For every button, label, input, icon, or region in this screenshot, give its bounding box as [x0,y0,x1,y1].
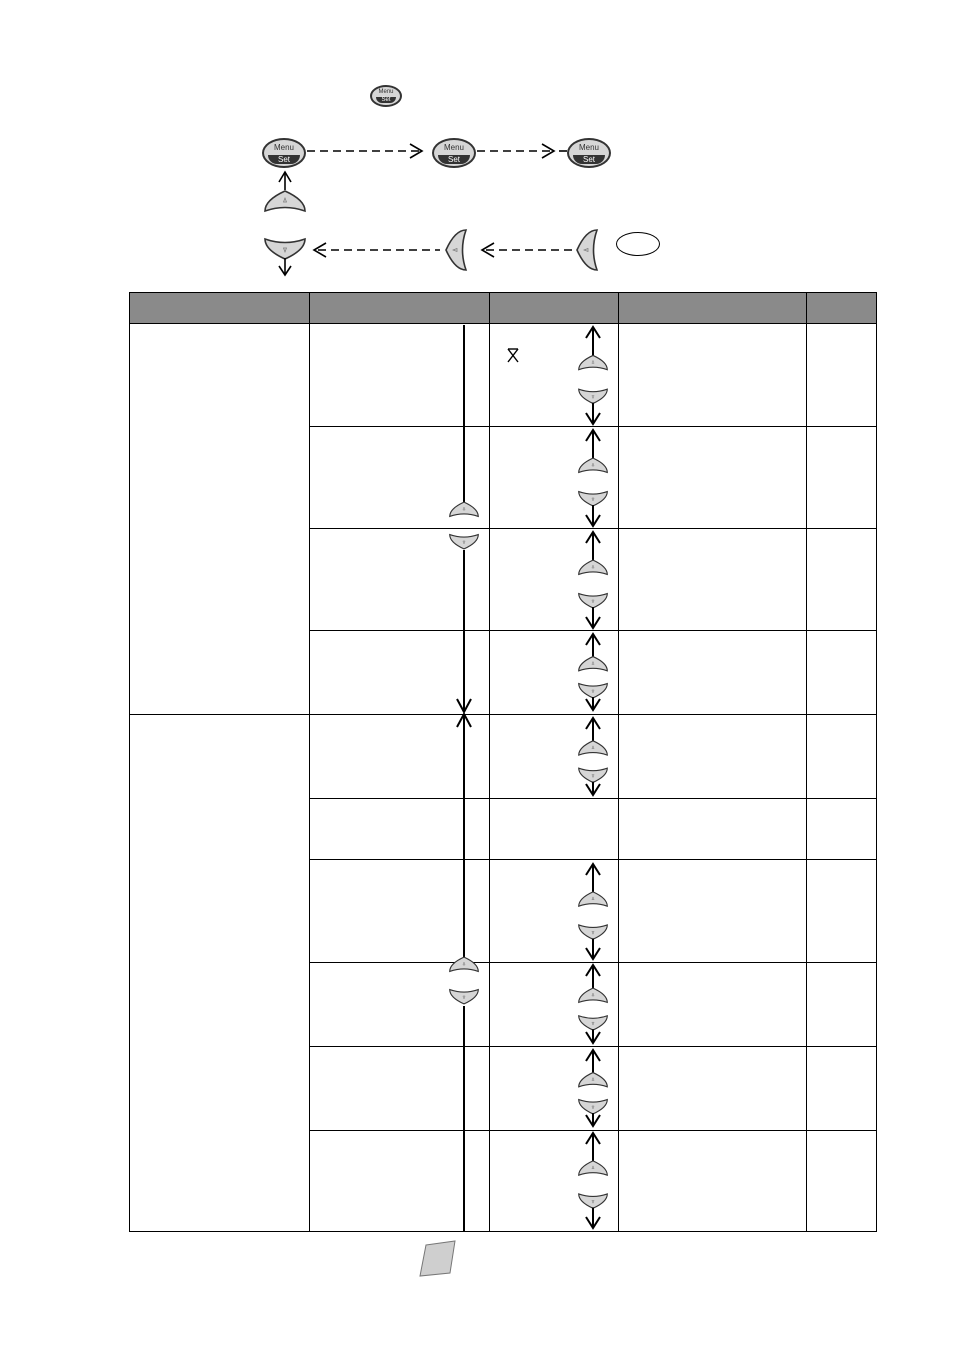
down-arrow-key-icon [579,684,608,698]
submenu-scroll-line-2 [457,714,471,1232]
up-arrow-key-icon [579,657,608,671]
up-arrow-key-icon [579,988,608,1002]
menu-label: Menu [273,143,294,152]
up-arrow-key-icon [579,560,608,574]
down-arrow-key-icon [450,990,479,1004]
up-arrow-key-icon [450,502,479,516]
set-label: Set [438,155,470,164]
set-label: Set [268,155,300,164]
up-arrow-key-icon [579,458,608,472]
down-arrow-key-icon [450,535,479,549]
note-page-icon [420,1241,455,1276]
menu-label: Menu [578,143,599,152]
cancel-mark-icon [508,349,518,362]
down-arrow-key-icon [265,239,305,259]
up-arrow-key-icon [579,892,608,906]
down-arrow-key-icon [579,1016,608,1030]
up-arrow-key-icon [450,957,479,971]
up-arrow-key-icon [579,1161,608,1175]
down-arrow-key-icon [579,492,608,506]
dashed-arrow-right-2 [477,144,554,158]
down-arrow-key-icon [579,389,608,403]
down-arrow-key-icon [579,768,608,782]
dashed-arrow-right-1 [307,144,422,158]
down-arrow-key-icon [579,594,608,608]
arrow-down-from-key [279,258,291,275]
selection-scroll-indicators [579,327,608,1228]
up-arrow-key-icon [579,355,608,369]
set-label: Set [376,97,396,103]
up-arrow-key-icon [579,741,608,755]
left-arrow-key-icon [577,230,597,270]
menu-label: Menu [378,89,394,95]
down-arrow-key-icon [579,1194,608,1208]
submenu-scroll-line-1 [457,325,471,712]
down-arrow-key-icon [579,1100,608,1114]
set-label: Set [573,155,605,164]
left-arrow-key-icon [446,230,466,270]
up-arrow-key-icon [265,191,305,211]
dashed-arrow-left-1 [314,243,440,257]
dashed-arrow-left-2 [482,243,572,257]
menu-label: Menu [443,143,464,152]
arrow-up-to-menu [279,172,291,190]
up-arrow-key-icon [579,1073,608,1087]
down-arrow-key-icon [579,925,608,939]
